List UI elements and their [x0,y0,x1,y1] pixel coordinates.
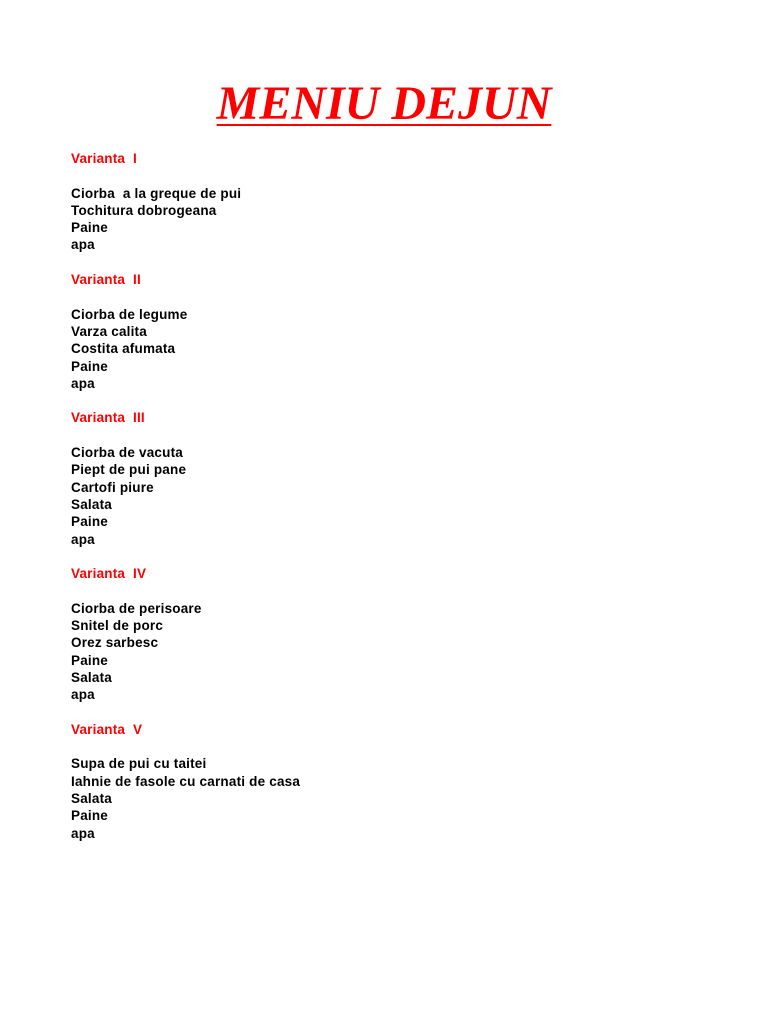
menu-item: Ciorba de perisoare [71,600,202,616]
menu-variant [71,721,691,842]
variant-items [71,185,691,254]
menu-item: Ciorba a la greque de pui [71,185,242,201]
menu-item: Salata [71,496,112,512]
menu-item: Salata [71,669,112,685]
variant-items [71,600,691,704]
variant-items [71,755,691,841]
menu-item: Orez sarbesc [71,635,159,651]
variant-heading: Varianta V [71,721,143,737]
variant-items [71,306,691,392]
menu-item: apa [71,375,95,391]
menu-variant [71,565,691,703]
variant-items [71,444,691,548]
variant-heading: Varianta IV [71,566,147,582]
menu-item: Salata [71,790,112,806]
menu-item: Paine [71,808,109,824]
variant-heading: Varianta III [71,410,145,426]
menu-item: Paine [71,220,109,236]
menu-variant [71,409,691,547]
menu-item: apa [71,531,95,547]
menu-item: Paine [71,514,109,530]
variant-heading: Varianta II [71,272,141,288]
menu-item: Paine [71,358,109,374]
menu-item: Piept de pui pane [71,462,187,478]
menu-content [71,150,691,859]
variant-heading: Varianta I [71,151,137,166]
menu-item: Snitel de porc [71,618,164,634]
menu-item: Ciorba de legume [71,306,188,322]
menu-variant [71,271,691,392]
menu-variant [71,150,691,254]
menu-item: Paine [71,652,109,668]
menu-item: Supa de pui cu taitei [71,756,207,772]
menu-item: apa [71,237,95,253]
menu-item: Ciorba de vacuta [71,445,183,461]
page-title: MENIU DEJUN [216,77,552,130]
menu-item: Costita afumata [71,341,176,357]
menu-item: apa [71,825,95,841]
menu-item: apa [71,687,95,703]
menu-item: Tochitura dobrogeana [71,202,217,218]
menu-item: Iahnie de fasole cu carnati de casa [71,773,301,789]
menu-item: Varza calita [71,323,147,339]
menu-item: Cartofi piure [71,479,154,495]
